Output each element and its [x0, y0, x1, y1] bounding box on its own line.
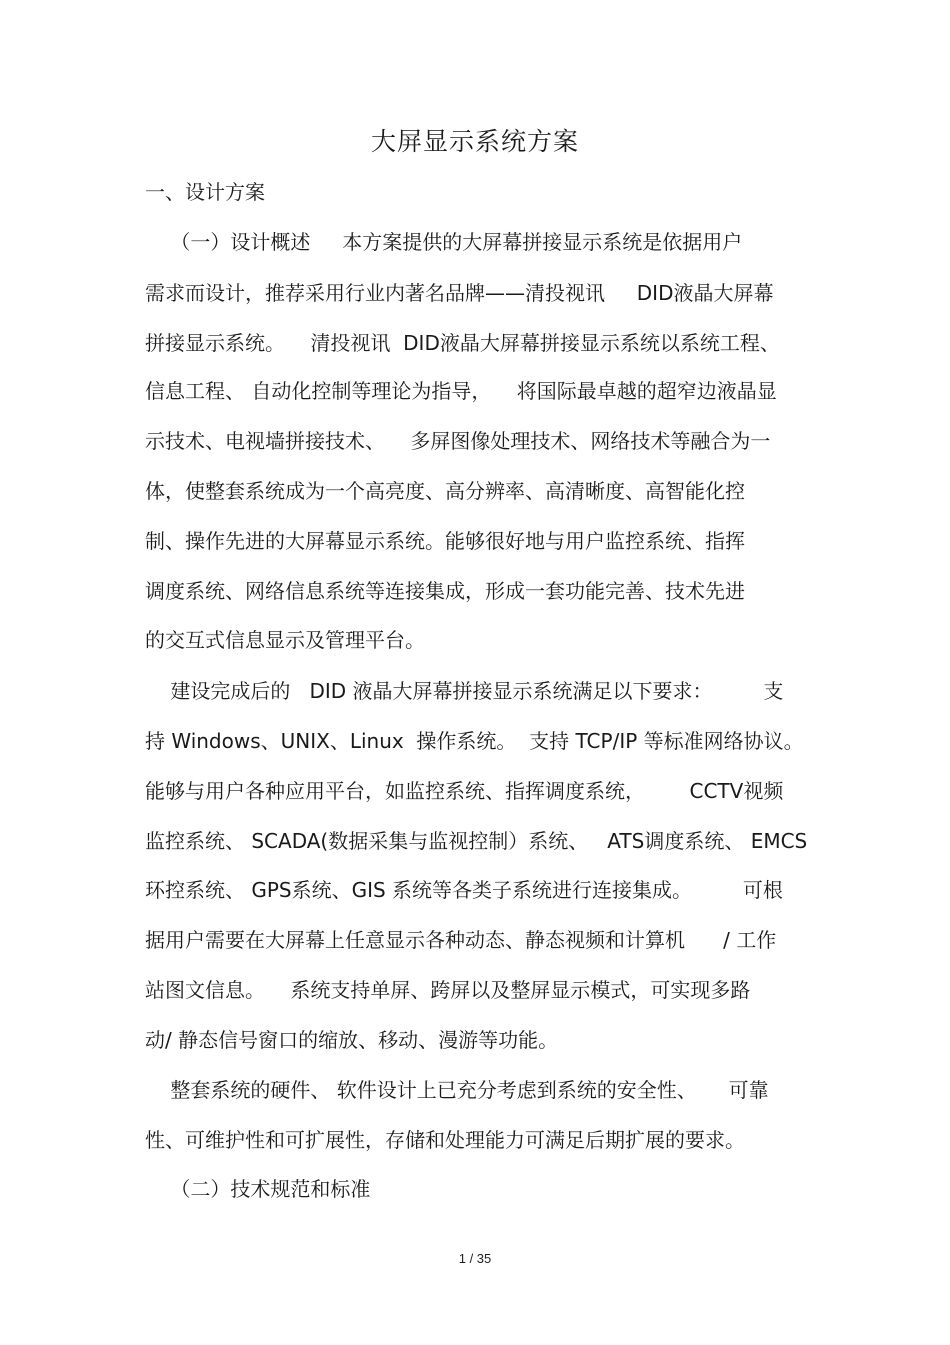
section-heading: 一、设计方案	[145, 180, 265, 204]
text-line: 体，使整套系统成为一个高亮度、高分辨率、高清晰度、高智能化控	[145, 479, 745, 503]
text-line: 环控系统、 GPS系统、GIS 系统等各类子系统进行连接集成。 可根	[145, 878, 783, 902]
text-line: 需求而设计，推荐采用行业内著名品牌——清投视讯 DID液晶大屏幕	[145, 281, 774, 305]
text-line: 据用户需要在大屏幕上任意显示各种动态、静态视频和计算机 / 工作	[145, 928, 777, 952]
text-line: 拼接显示系统。 清投视讯 DID液晶大屏幕拼接显示系统以系统工程、	[145, 331, 780, 355]
page-number: 1 / 35	[458, 1251, 492, 1266]
document-title: 大屏显示系统方案	[370, 127, 579, 156]
text-line: 能够与用户各种应用平台，如监控系统、指挥调度系统， CCTV视频	[145, 779, 784, 803]
subsection-heading: （二）技术规范和标准	[145, 1177, 371, 1201]
text-line: 站图文信息。 系统支持单屏、跨屏以及整屏显示模式，可实现多路	[145, 978, 751, 1002]
text-line: 建设完成后的 DID 液晶大屏幕拼接显示系统满足以下要求： 支	[145, 679, 784, 703]
text-line: 示技术、电视墙拼接技术、 多屏图像处理技术、网络技术等融合为一	[145, 429, 771, 453]
text-line: 制、操作先进的大屏幕显示系统。能够很好地与用户监控系统、指挥	[145, 529, 745, 553]
text-line: 的交互式信息显示及管理平台。	[145, 628, 425, 652]
text-line: （一）设计概述 本方案提供的大屏幕拼接显示系统是依据用户	[145, 230, 743, 254]
text-line: 信息工程、 自动化控制等理论为指导， 将国际最卓越的超窄边液晶显	[145, 379, 777, 403]
text-line: 调度系统、网络信息系统等连接集成，形成一套功能完善、技术先进	[145, 579, 745, 603]
text-line: 性、可维护性和可扩展性，存储和处理能力可满足后期扩展的要求。	[145, 1128, 745, 1152]
text-line: 动/ 静态信号窗口的缩放、移动、漫游等功能。	[145, 1028, 559, 1052]
text-line: 持 Windows、UNIX、Linux 操作系统。 支持 TCP/IP 等标准网络协议。	[145, 729, 804, 753]
text-line: 整套系统的硬件、 软件设计上已充分考虑到系统的安全性、 可靠	[145, 1078, 769, 1102]
text-line: 监控系统、 SCADA(数据采集与监视控制）系统、 ATS调度系统、 EMCS	[145, 829, 808, 853]
